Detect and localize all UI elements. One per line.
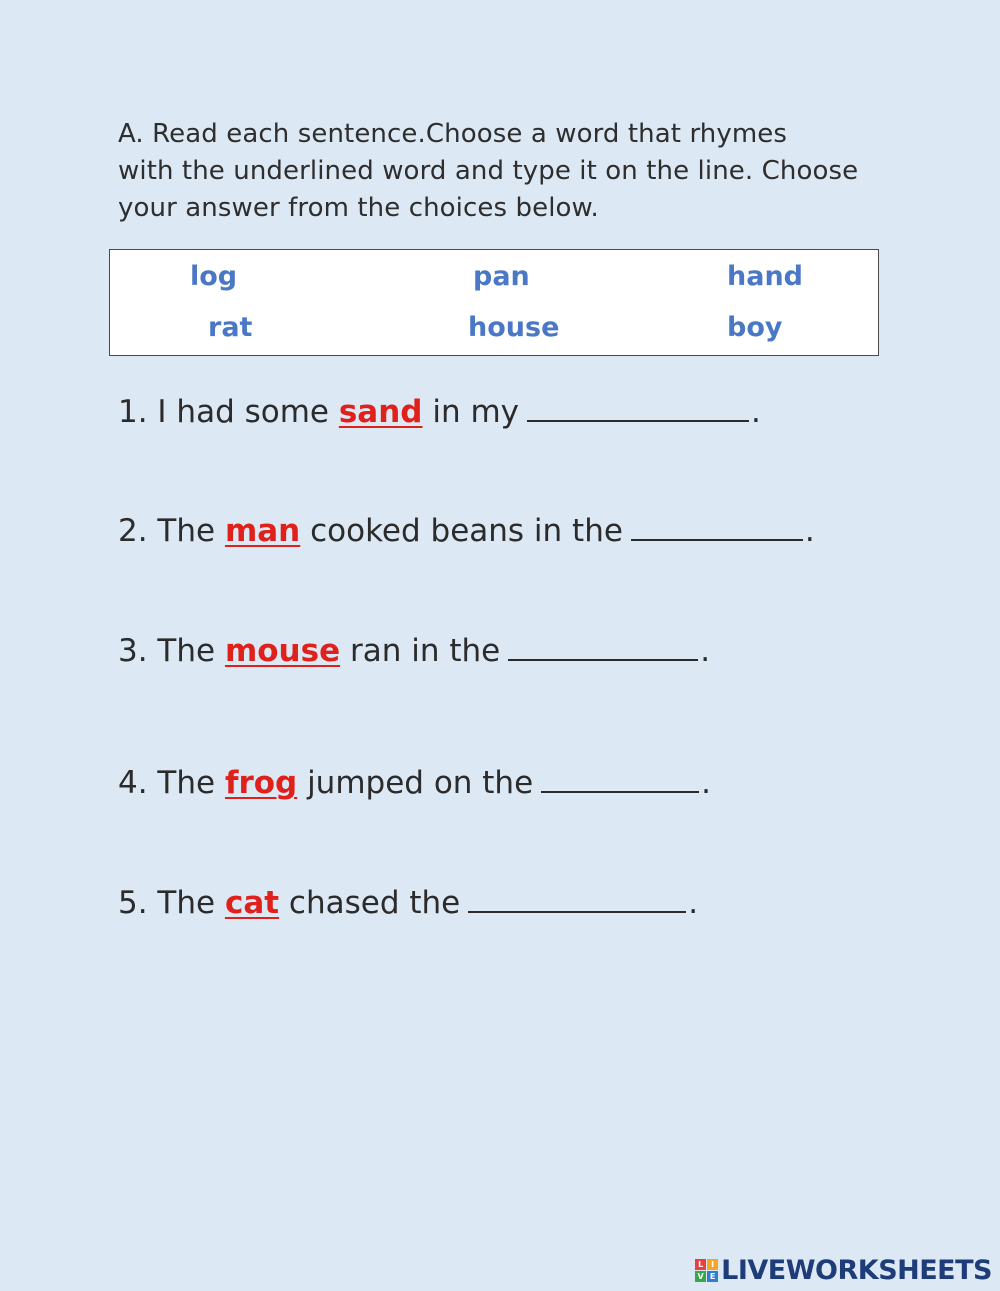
liveworksheets-brand: [695, 1254, 992, 1286]
sentence-2-end: .: [804, 513, 815, 549]
sentence-1-suffix: in my: [422, 394, 520, 430]
answer-blank-1[interactable]: [527, 396, 749, 422]
sentence-5-prefix: 5. The: [118, 885, 225, 921]
logo-tile-l: L: [695, 1259, 706, 1270]
sentence-2-keyword: man: [224, 513, 301, 549]
sentence-3-suffix: ran in the: [340, 633, 501, 669]
sentence-1-prefix: 1. I had some: [118, 394, 339, 430]
liveworksheets-logo-icon: [695, 1259, 718, 1282]
sentence-3: [118, 635, 710, 667]
choice-rat: rat: [208, 312, 253, 343]
sentence-4: [118, 767, 711, 799]
sentence-4-prefix: 4. The: [118, 765, 225, 801]
sentence-1: [118, 396, 761, 428]
sentence-2-prefix: 2. The: [118, 513, 225, 549]
sentence-1-keyword: sand: [338, 394, 423, 430]
sentence-3-end: .: [700, 633, 711, 669]
logo-tile-i: I: [707, 1259, 718, 1270]
brand-name: LIVEWORKSHEETS: [721, 1254, 992, 1286]
instructions-line-2: with the underlined word and type it on the line. Choose: [118, 156, 859, 186]
sentence-5: [118, 887, 698, 919]
answer-blank-4[interactable]: [541, 767, 699, 793]
logo-tile-v: V: [695, 1271, 706, 1282]
answer-blank-2[interactable]: [631, 515, 803, 541]
instructions-line-1: A. Read each sentence.Choose a word that rhymes: [118, 119, 788, 149]
sentence-2-suffix: cooked beans in the: [300, 513, 623, 549]
sentence-5-keyword: cat: [224, 885, 280, 921]
sentence-4-suffix: jumped on the: [297, 765, 534, 801]
answer-blank-5[interactable]: [468, 887, 686, 913]
sentence-5-end: .: [688, 885, 699, 921]
choice-pan: pan: [473, 261, 530, 292]
choice-hand: hand: [727, 261, 803, 292]
instructions: [118, 116, 898, 227]
sentence-2: [118, 515, 815, 547]
sentence-4-end: .: [701, 765, 712, 801]
choice-boy: boy: [727, 312, 783, 343]
sentence-3-prefix: 3. The: [118, 633, 225, 669]
sentence-3-keyword: mouse: [224, 633, 341, 669]
sentence-1-end: .: [751, 394, 761, 430]
sentence-5-suffix: chased the: [279, 885, 461, 921]
instructions-line-3: your answer from the choices below.: [118, 193, 599, 223]
word-bank: [109, 249, 879, 356]
logo-tile-e: E: [707, 1271, 718, 1282]
sentence-4-keyword: frog: [224, 765, 298, 801]
choice-house: house: [468, 312, 560, 343]
choice-log: log: [190, 261, 238, 292]
answer-blank-3[interactable]: [508, 635, 698, 661]
